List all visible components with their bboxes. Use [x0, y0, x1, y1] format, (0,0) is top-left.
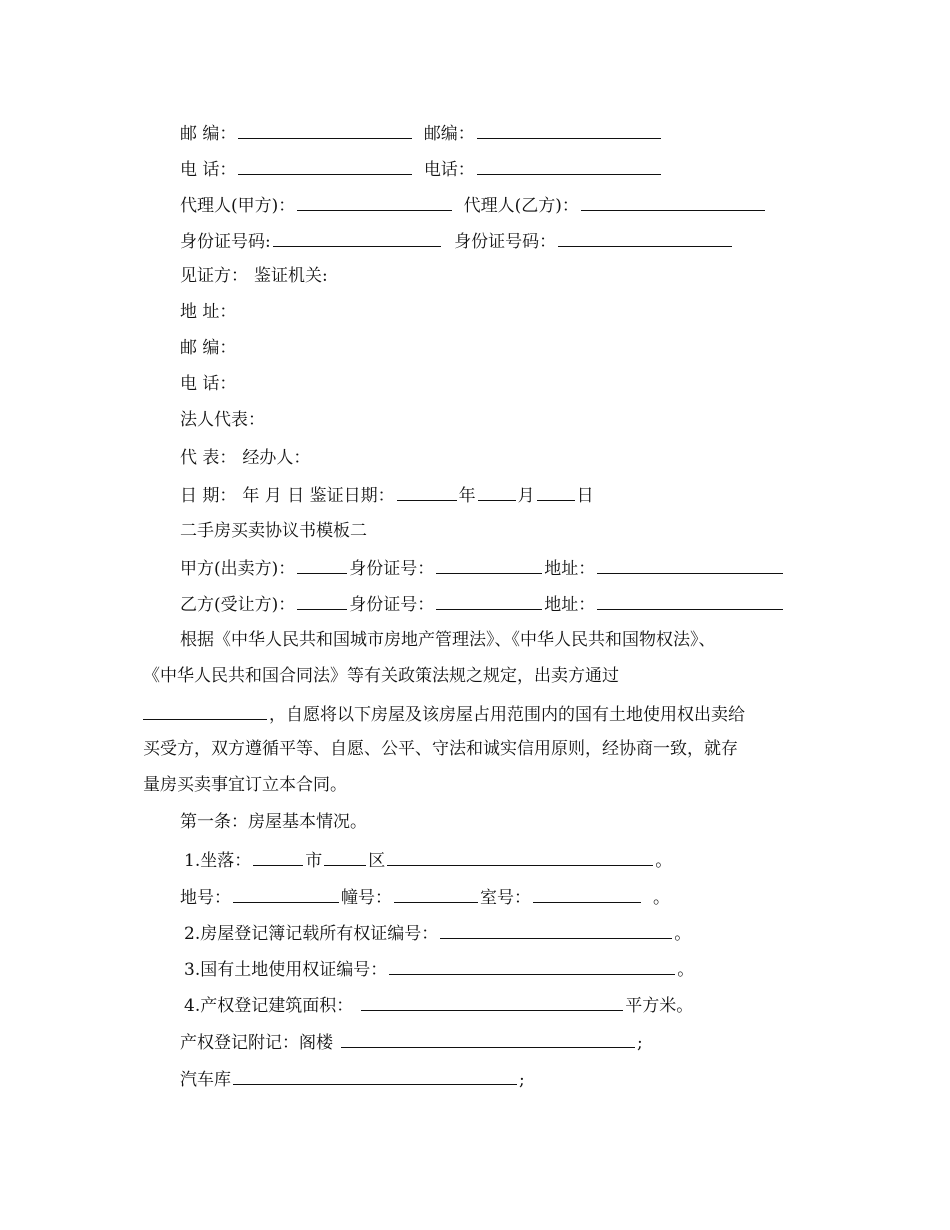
- party-b-name-blank: [297, 592, 347, 610]
- party-a-row: [180, 556, 785, 580]
- building-label: 幢号：: [341, 888, 392, 908]
- lot-blank: [233, 885, 339, 903]
- year-label: 年: [458, 486, 476, 506]
- postcode-row: [180, 121, 663, 145]
- verify-date-label: 鉴证日期：: [309, 486, 395, 506]
- land-cert-blank: [389, 957, 675, 975]
- party-b-label: 乙方(受让方)：: [180, 595, 296, 615]
- phone2-row: [180, 373, 236, 395]
- para1-line2: 《中华人民共和国合同法》等有关政策法规之规定，出卖方通过: [143, 666, 619, 686]
- rep-row: [180, 447, 310, 469]
- sqm-label: 平方米。: [625, 996, 694, 1016]
- phone-row: [180, 157, 663, 181]
- cert-no-blank: [440, 921, 672, 939]
- postcode-label-b: 邮编：: [423, 124, 475, 144]
- item4-row: [184, 993, 693, 1017]
- party-a-label: 甲方(出卖方)：: [180, 559, 296, 579]
- party-a-name-blank: [297, 556, 347, 574]
- id-blank-b: [558, 229, 732, 247]
- agent-b-blank: [581, 193, 765, 211]
- district-label: 区: [368, 851, 386, 871]
- garage-label: 汽车库: [180, 1070, 231, 1090]
- id-label-a: 身份证号码:: [180, 232, 271, 252]
- phone-label-a: 电 话：: [180, 160, 237, 180]
- item2-label: 2.房屋登记簿记载所有权证编号：: [184, 924, 439, 944]
- area-blank: [361, 993, 623, 1011]
- date-label: 日 期：: [180, 486, 237, 506]
- district-blank: [324, 848, 366, 866]
- para1-line4: 买受方，双方遵循平等、自愿、公平、守法和诚实信用原则，经协商一致，就存: [143, 739, 738, 759]
- party-a-id-blank: [436, 556, 542, 574]
- party-b-id-blank: [436, 592, 542, 610]
- item4-label: 4.产权登记建筑面积：: [184, 996, 354, 1016]
- para1-line3: ，自愿将以下房屋及该房屋占用范围内的国有土地使用权出卖给: [143, 702, 745, 726]
- legal-rep-label: 法人代表：: [180, 410, 265, 430]
- verify-org-label: 鉴证机关:: [254, 266, 328, 286]
- item2-row: 2.房屋登记簿记载所有权证编号： 。: [184, 921, 691, 945]
- item1-label: 1.坐落：: [184, 851, 252, 871]
- garage-row: 汽车库 ;: [180, 1067, 525, 1091]
- phone-blank-b: [477, 157, 661, 175]
- phone-blank-a: [238, 157, 412, 175]
- para1-line5: 量房买卖事宜订立本合同。: [143, 775, 347, 795]
- city-label: 市: [305, 851, 323, 871]
- para1-blank: [143, 702, 267, 720]
- item1-row: 1.坐落： 市 区 。: [184, 848, 672, 872]
- verify-day-blank: [537, 483, 575, 501]
- party-a-addr-label: 地址：: [544, 559, 596, 579]
- party-b-addr-blank: [597, 592, 783, 610]
- id-row: [180, 229, 734, 253]
- party-a-addr-blank: [597, 556, 783, 574]
- party-b-addr-label: 地址：: [544, 595, 596, 615]
- postcode2-row: [180, 337, 236, 359]
- item3-row: 3.国有土地使用权证编号： 。: [184, 957, 694, 981]
- date-row: [180, 483, 594, 507]
- para1-line1: 根据《中华人民共和国城市房地产管理法》、《中华人民共和国物权法》、: [180, 630, 716, 650]
- address-row: [180, 301, 236, 323]
- attic-blank: [341, 1030, 635, 1048]
- postcode-blank-b: [477, 121, 661, 139]
- phone2-label: 电 话：: [180, 374, 237, 394]
- postcode-label-a: 邮 编：: [180, 124, 237, 144]
- address-label: 地 址：: [180, 302, 237, 322]
- agent-a-blank: [297, 193, 452, 211]
- handler-label: 经办人：: [242, 448, 311, 468]
- verify-year-blank: [397, 483, 457, 501]
- agent-b-label: 代理人(乙方)：: [463, 196, 579, 216]
- agent-row: [180, 193, 767, 217]
- garage-blank: [233, 1067, 517, 1085]
- witness-label: 见证方：: [180, 266, 248, 286]
- id-blank-a: [273, 229, 441, 247]
- agent-a-label: 代理人(甲方)：: [180, 196, 296, 216]
- location-blank: [387, 848, 653, 866]
- article1-heading: 第一条：房屋基本情况。: [180, 812, 367, 832]
- item3-label: 3.国有土地使用权证编号：: [184, 960, 388, 980]
- phone-label-b: 电话：: [423, 160, 475, 180]
- day-label: 日: [576, 486, 594, 506]
- party-b-id-label: 身份证号：: [349, 595, 435, 615]
- postcode2-label: 邮 编：: [180, 338, 237, 358]
- attach-row: 产权登记附记：阁楼 ;: [180, 1030, 643, 1054]
- id-label-b: 身份证号码：: [454, 232, 557, 252]
- date-ymd: 年 月 日: [242, 486, 305, 506]
- witness-row: [180, 265, 328, 287]
- lot-row: 地号： 幢号： 室号： 。: [180, 885, 670, 909]
- party-a-id-label: 身份证号：: [349, 559, 435, 579]
- lot-label: 地号：: [180, 888, 231, 908]
- city-blank: [253, 848, 303, 866]
- attach-label: 产权登记附记：阁楼: [180, 1033, 333, 1053]
- verify-month-blank: [478, 483, 516, 501]
- postcode-blank-a: [238, 121, 412, 139]
- party-b-row: [180, 592, 785, 616]
- month-label: 月: [517, 486, 535, 506]
- legal-rep-row: [180, 409, 265, 431]
- rep-label: 代 表：: [180, 448, 237, 468]
- room-blank: [533, 885, 641, 903]
- template-title: 二手房买卖协议书模板二: [180, 521, 367, 541]
- room-label: 室号：: [480, 888, 531, 908]
- building-blank: [394, 885, 478, 903]
